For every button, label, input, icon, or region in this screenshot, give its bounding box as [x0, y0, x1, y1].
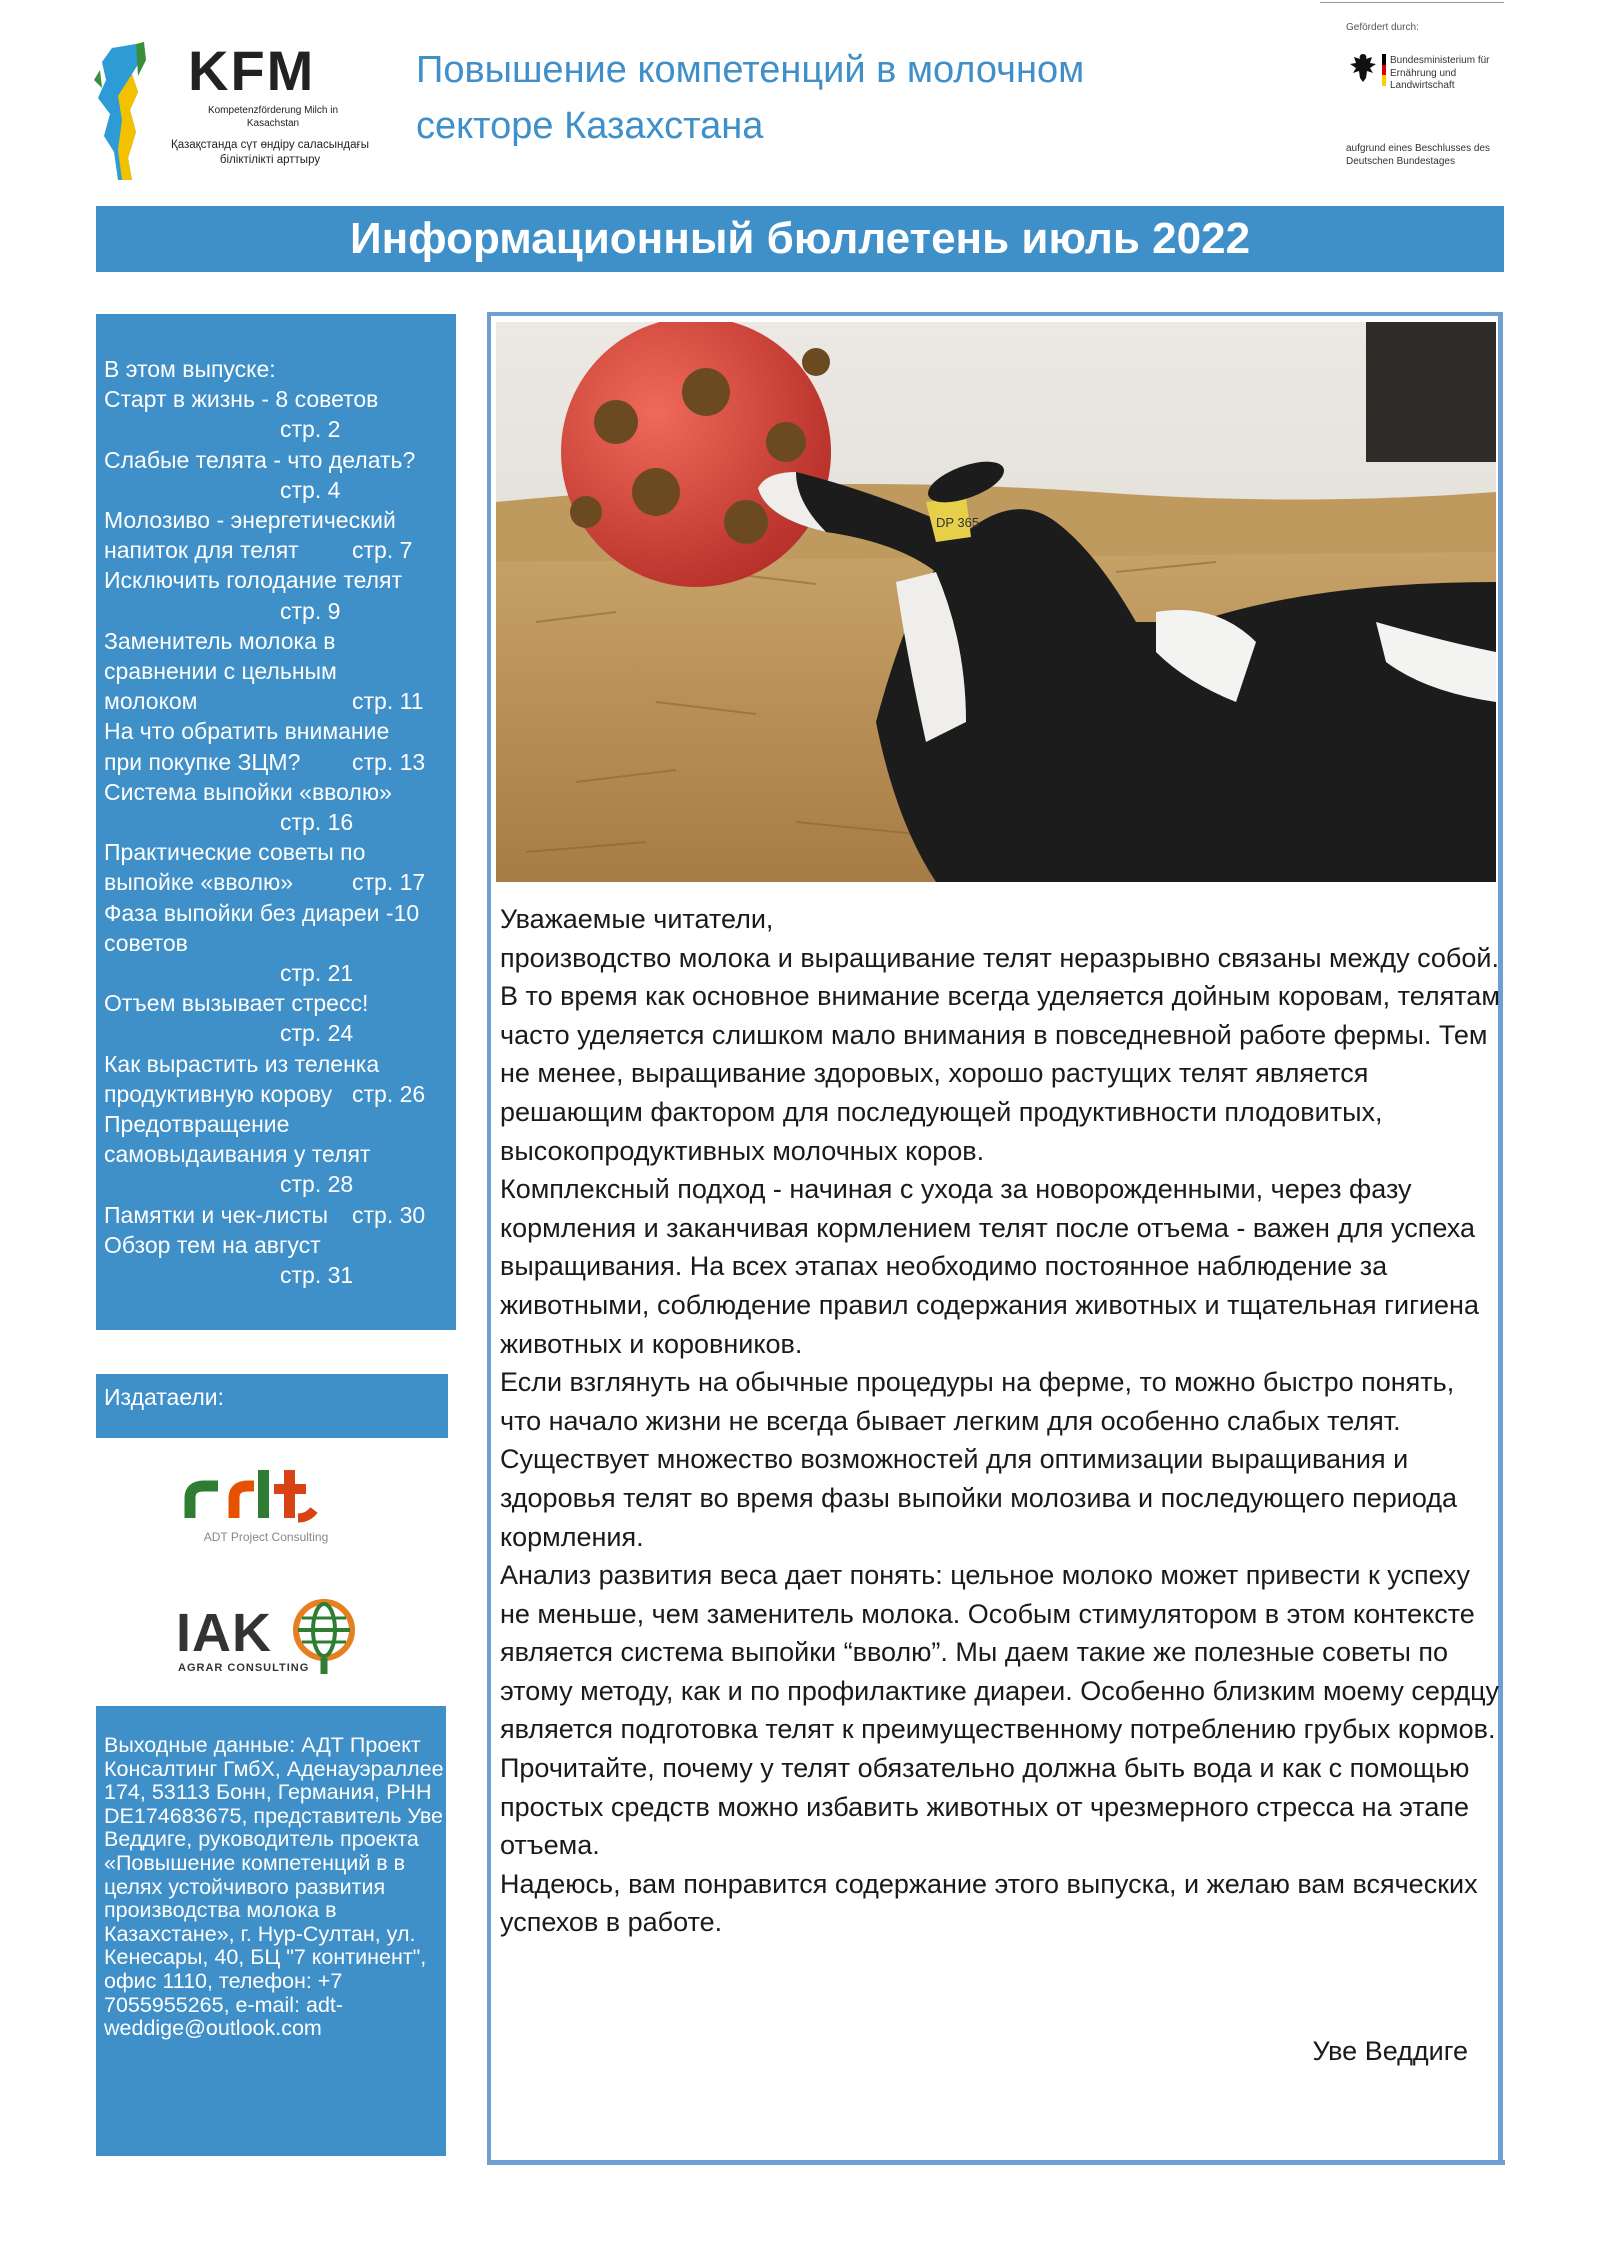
toc-item-page: стр. 28 — [280, 1171, 354, 1198]
kfm-kazakh-tagline: Қазақстанда сүт өндіру саласындағы біліктілікті арттыру — [171, 139, 369, 166]
german-flag-icon — [1382, 54, 1386, 86]
iak-subtitle: AGRAR CONSULTING — [178, 1662, 310, 1674]
kazakhstan-map-icon — [92, 40, 164, 184]
publishers-box — [96, 1374, 448, 1438]
toc-item — [104, 867, 444, 897]
calf-with-hay-ball-photo — [496, 322, 1496, 882]
toc-item-title: Предотвращение — [104, 1111, 290, 1138]
toc-item — [104, 1109, 444, 1139]
toc-item — [104, 626, 444, 656]
toc-item-page: стр. 16 — [280, 809, 354, 836]
toc-item-title: молоком — [104, 688, 198, 715]
toc-item — [104, 596, 444, 626]
toc-item — [104, 1200, 444, 1230]
toc-item — [104, 505, 444, 535]
toc-item-title: продуктивную корову — [104, 1080, 333, 1107]
imprint-box — [96, 1706, 446, 2156]
toc-item-title: Как вырастить из теленка — [104, 1050, 380, 1077]
bundestag-decision-note: aufgrund eines Beschlusses des Deutschen Bundestages — [1346, 143, 1490, 167]
toc-item-page: стр. 17 — [352, 869, 426, 896]
toc-item-page: стр. 7 — [352, 537, 413, 564]
imprint-text: Выходные данные: АДТ Проект Консалтинг ГмбХ, Аденауэраллее 174, 53113 Бонн, Германия, РНН DE174683675, представитель Уве Веддиге, руководитель проекта «Повышение компетенций в в целях устойчивого развития производства молока в Казахстане», г. Нур-Султан, ул. Кенесары, 40, БЦ "7 континент", офис 1110, телефон: +7 7055955265, e-mail: adt-weddige@outlook.com — [104, 1733, 444, 2041]
toc-heading: В этом выпуске: — [104, 356, 276, 382]
toc-item-title: Система выпойки «вволю» — [104, 778, 392, 805]
toc-item-page: стр. 11 — [352, 688, 424, 715]
toc-item-page: стр. 26 — [352, 1080, 426, 1107]
toc-item-page: стр. 2 — [280, 416, 341, 443]
divider — [1320, 2, 1504, 3]
toc-item — [104, 1169, 444, 1199]
toc-item — [104, 716, 444, 746]
toc-item-title: Слабые телята - что делать? — [104, 446, 416, 473]
kfm-subtitle: Kompetenzförderung Milch in Kasachstan — [207, 105, 339, 129]
toc-item — [104, 535, 444, 565]
toc-item-title: Старт в жизнь - 8 советов — [104, 386, 379, 413]
toc-item — [104, 777, 444, 807]
letter-paragraph-5: Надеюсь, вам понравится содержание этого выпуска, и желаю вам всяческих успехов в работе. — [500, 1868, 1478, 1938]
letter-signature: Уве Веддиге — [1312, 2036, 1468, 2066]
toc-item — [104, 1260, 444, 1290]
bulletin-title: Информационный бюллетень июль 2022 — [96, 206, 1504, 272]
toc-item-page: стр. 13 — [352, 748, 426, 775]
toc-item — [104, 656, 444, 686]
toc-item-title: самовыдаивания у телят — [104, 1141, 371, 1168]
toc-item — [104, 747, 444, 777]
letter-paragraph-3: Если взглянуть на обычные процедуры на ферме, то можно быстро понять, что начало жизни не всегда бывает легким для особенно слабых телят. Существует множество возможностей для оптимизации выращивания и здоровья телят во время фазы выпойки молозива и последующего периода кормления. — [500, 1367, 1458, 1552]
toc-item — [104, 807, 444, 837]
toc-item — [104, 445, 444, 475]
toc-item-page: стр. 21 — [280, 960, 354, 987]
toc-item-title: Отъем вызывает стресс! — [104, 990, 369, 1017]
toc-item-page: стр. 4 — [280, 476, 341, 503]
toc-item — [104, 384, 444, 414]
bmel-sponsor-logo — [1318, 0, 1508, 175]
toc-item-title: Обзор тем на август — [104, 1231, 321, 1258]
header-title: Повышение компетенций в молочном секторе Казахстана — [416, 49, 1085, 147]
toc-item — [104, 928, 444, 958]
toc-item-title: Заменитель молока в — [104, 627, 336, 654]
toc-item — [104, 686, 444, 716]
toc-item — [104, 565, 444, 595]
toc-item-title: напиток для телят — [104, 537, 299, 564]
adt-logo — [176, 1460, 356, 1548]
toc-item-title: при покупке ЗЦМ? — [104, 748, 301, 775]
federal-eagle-icon — [1348, 52, 1378, 84]
iak-wordmark: IAK — [176, 1603, 272, 1663]
toc-item-page: стр. 24 — [280, 1020, 354, 1047]
letter-paragraph-1: производство молока и выращивание телят неразрывно связаны между собой. В то время как основное внимание всегда уделяется дойным коровам, телятам часто уделяется слишком мало внимания в повседневной работе фермы. Тем не менее, выращивание здоровых, хорошо растущих телят является решающим фактором для последующей продуктивности плодовитых, высокопродуктивных молочных коров. — [500, 942, 1500, 1166]
kfm-wordmark: KFM — [188, 39, 316, 102]
toc-item — [104, 958, 444, 988]
toc-item — [104, 414, 444, 444]
toc-item-title: сравнении с цельным — [104, 658, 337, 685]
toc-item-title: выпойке «вволю» — [104, 869, 294, 896]
toc-item — [104, 1079, 444, 1109]
publishers-label: Издатаели: — [104, 1384, 225, 1410]
toc-item-title: Практические советы по — [104, 839, 366, 866]
article-frame-bottom — [487, 2160, 1505, 2165]
adt-caption: ADT Project Consulting — [203, 1530, 329, 1544]
toc-item-title: Фаза выпойки без диареи -10 — [104, 899, 420, 926]
adt-logo-mark-icon — [176, 1460, 356, 1528]
toc-item — [104, 1049, 444, 1079]
toc-item-page: стр. 30 — [352, 1201, 426, 1228]
toc-item-title: На что обратить внимание — [104, 718, 390, 745]
toc-item-title: советов — [104, 929, 188, 956]
table-of-contents — [96, 314, 456, 1330]
toc-item-title: Молозиво - энергетический — [104, 507, 396, 534]
letter-paragraph-2: Комплексный подход - начиная с ухода за новорожденными, через фазу кормления и заканчивая кормлением телят после отъема - важен для успеха выращивания. На всех этапах необходимо постоянное наблюдение за животными, соблюдение правил содержания животных и тщательная гигиена животных и коровников. — [500, 1174, 1479, 1359]
toc-item-title: Исключить голодание телят — [104, 567, 403, 594]
toc-item — [104, 1230, 444, 1260]
toc-item — [104, 1018, 444, 1048]
toc-item — [104, 988, 444, 1018]
iak-logo — [172, 1596, 372, 1686]
globe-pin-icon — [290, 1598, 360, 1676]
toc-item-title: Памятки и чек-листы — [104, 1201, 328, 1228]
toc-item — [104, 837, 444, 867]
ear-tag-number: DP 365 — [936, 515, 980, 530]
letter-paragraph-4: Анализ развития веса дает понять: цельное молоко может привести к успеху не меньше, чем заменитель молока. Особым стимулятором в этом контексте является система выпойки “вволю”. Мы даем такие же полезные советы по этому методу, как и по профилактике диареи. Особенно близким моему сердцу является подготовка телят к преимущественному потреблению грубых кормов. Прочитайте, почему у телят обязательно должна быть вода и как с помощью простых средств можно избавить животных от чрезмерного стресса на этапе отъема. — [500, 1560, 1500, 1861]
toc-item — [104, 1139, 444, 1169]
toc-item — [104, 898, 444, 928]
ministry-name: Bundesministerium für Ernährung und Landwirtschaft — [1390, 55, 1490, 91]
editorial-letter — [500, 900, 1500, 1942]
kfm-logo — [92, 36, 372, 186]
funded-by-label: Gefördert durch: — [1346, 22, 1419, 33]
letter-greeting: Уважаемые читатели, — [500, 904, 774, 934]
toc-item — [104, 475, 444, 505]
toc-item-page: стр. 31 — [280, 1262, 354, 1289]
toc-item-page: стр. 9 — [280, 597, 341, 624]
